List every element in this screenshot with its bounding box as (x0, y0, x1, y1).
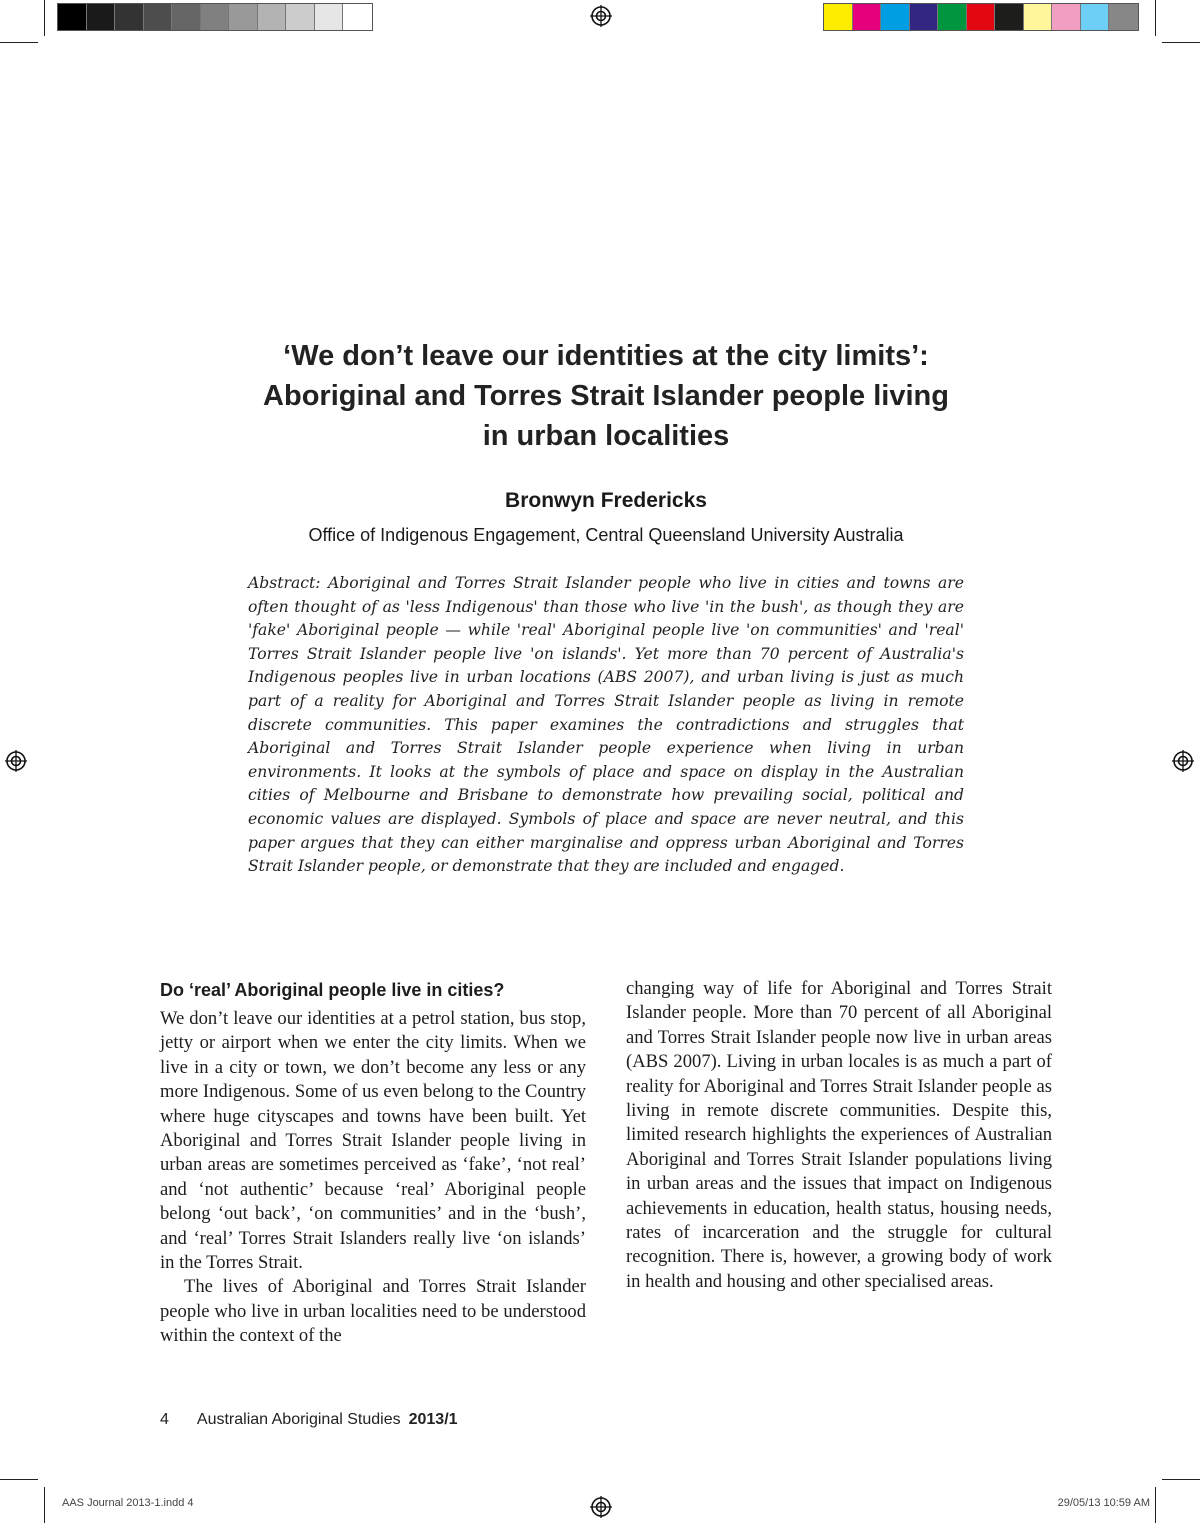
crop-mark (1155, 0, 1156, 36)
crop-mark (0, 42, 38, 43)
grayscale-color-bar (57, 3, 373, 31)
color-swatch (1109, 4, 1138, 30)
registration-mark-icon (5, 750, 27, 772)
color-swatch (995, 4, 1024, 30)
color-swatch (881, 4, 910, 30)
page-footer (160, 1411, 458, 1429)
title-line: in urban localities (482, 420, 730, 452)
crop-mark (0, 1479, 38, 1480)
color-swatch (1052, 4, 1081, 30)
color-swatch (229, 4, 258, 30)
section-heading: Do ‘real’ Aboriginal people live in cities? (160, 980, 505, 1000)
title-line: Aboriginal and Torres Strait Islander people living (263, 380, 949, 412)
abstract: Abstract: Aboriginal and Torres Strait Islander people who live in cities and towns are often thought of as 'less Indigenous' than those who live 'in the bush', as though they are 'fake' Aboriginal people — while 'real' Aboriginal people live 'on communities' and 'real' Torres Strait Islander people live 'on islands'. Yet more than 70 percent of Australia's Indigenous peoples live in urban locations (ABS 2007), and urban living is just as much part of a reality for Aboriginal and Torres Strait Islander people as living in remote discrete communities. This paper examines the contradictions and struggles that Aboriginal and Torres Strait Islander people experience when living in urban environments. It looks at the symbols of place and space on display in the Australian cities of Melbourne and Brisbane to demonstrate how prevailing social, political and economic values are displayed. Symbols of place and space are never neutral, and this paper argues that they can either marginalise and oppress urban Aboriginal and Torres Strait Islander people, or demonstrate that they are included and engaged. (248, 574, 964, 876)
color-swatch (315, 4, 344, 30)
title-line: ‘We don’t leave our identities at the city limits’: (283, 340, 929, 372)
color-swatch (938, 4, 967, 30)
color-swatch (1024, 4, 1053, 30)
body-column-right (626, 977, 1052, 1294)
crop-mark (1162, 1479, 1200, 1480)
color-swatch (853, 4, 882, 30)
page-number: 4 (160, 1411, 169, 1428)
crop-mark (1155, 1487, 1156, 1523)
slug-timestamp: 29/05/13 10:59 AM (1057, 1497, 1150, 1509)
journal-name: Australian Aboriginal Studies (196, 1411, 401, 1428)
body-paragraph: We don’t leave our identities at a petrol station, bus stop, jetty or airport when we enter the city limits. When we live in a city or town, we don’t become any less or any more Indigenous. Some of us even belong to the Country where huge cityscapes and towns have been built. Yet Aboriginal and Torres Strait Islander people living in urban areas are sometimes perceived as ‘fake’, ‘not real’ and ‘not authentic’ because ‘real’ Aboriginal people belong ‘out back’, ‘on communities’ and in the ‘bush’, and ‘real’ Torres Strait Islanders really live ‘on islands’ in the Torres Strait. (160, 1008, 586, 1274)
crop-mark (44, 0, 45, 36)
color-swatch (824, 4, 853, 30)
body-column-left (160, 977, 586, 1349)
body-paragraph: The lives of Aboriginal and Torres Strait Islander people who live in urban localities need to be understood within the context of the (160, 1276, 586, 1347)
journal-issue: 2013/1 (408, 1411, 458, 1428)
color-swatch (58, 4, 87, 30)
color-swatch (967, 4, 996, 30)
color-swatch (172, 4, 201, 30)
color-swatch (286, 4, 315, 30)
color-swatch (201, 4, 230, 30)
author-name: Bronwyn Fredericks (505, 489, 707, 512)
author-affiliation: Office of Indigenous Engagement, Central Queensland University Australia (308, 525, 904, 545)
process-color-bar (823, 3, 1139, 31)
crop-mark (1162, 42, 1200, 43)
body-paragraph: changing way of life for Aboriginal and Torres Strait Islander people. More than 70 percent of all Aboriginal and Torres Strait Islander people now live in urban areas (ABS 2007). Living in urban locales is as much a part of reality for Aboriginal and Torres Strait Islander people as living in remote discrete communities. Despite this, limited research highlights the experiences of Australian Aboriginal and Torres Strait Islander populations living in urban areas and the issues that impact on Indigenous achievements in education, health status, housing needs, rates of incarceration and the struggle for cultural recognition. There is, however, a growing body of work in health and housing and other specialised areas. (626, 978, 1052, 1292)
slug-filename: AAS Journal 2013-1.indd 4 (62, 1497, 194, 1509)
color-swatch (1081, 4, 1110, 30)
color-swatch (343, 4, 372, 30)
color-swatch (87, 4, 116, 30)
registration-mark-icon (1172, 750, 1194, 772)
color-swatch (910, 4, 939, 30)
crop-mark (44, 1487, 45, 1523)
article-title (150, 336, 1062, 456)
color-swatch (115, 4, 144, 30)
registration-mark-icon (590, 5, 612, 27)
color-swatch (144, 4, 173, 30)
color-swatch (258, 4, 287, 30)
registration-mark-icon (590, 1496, 612, 1518)
